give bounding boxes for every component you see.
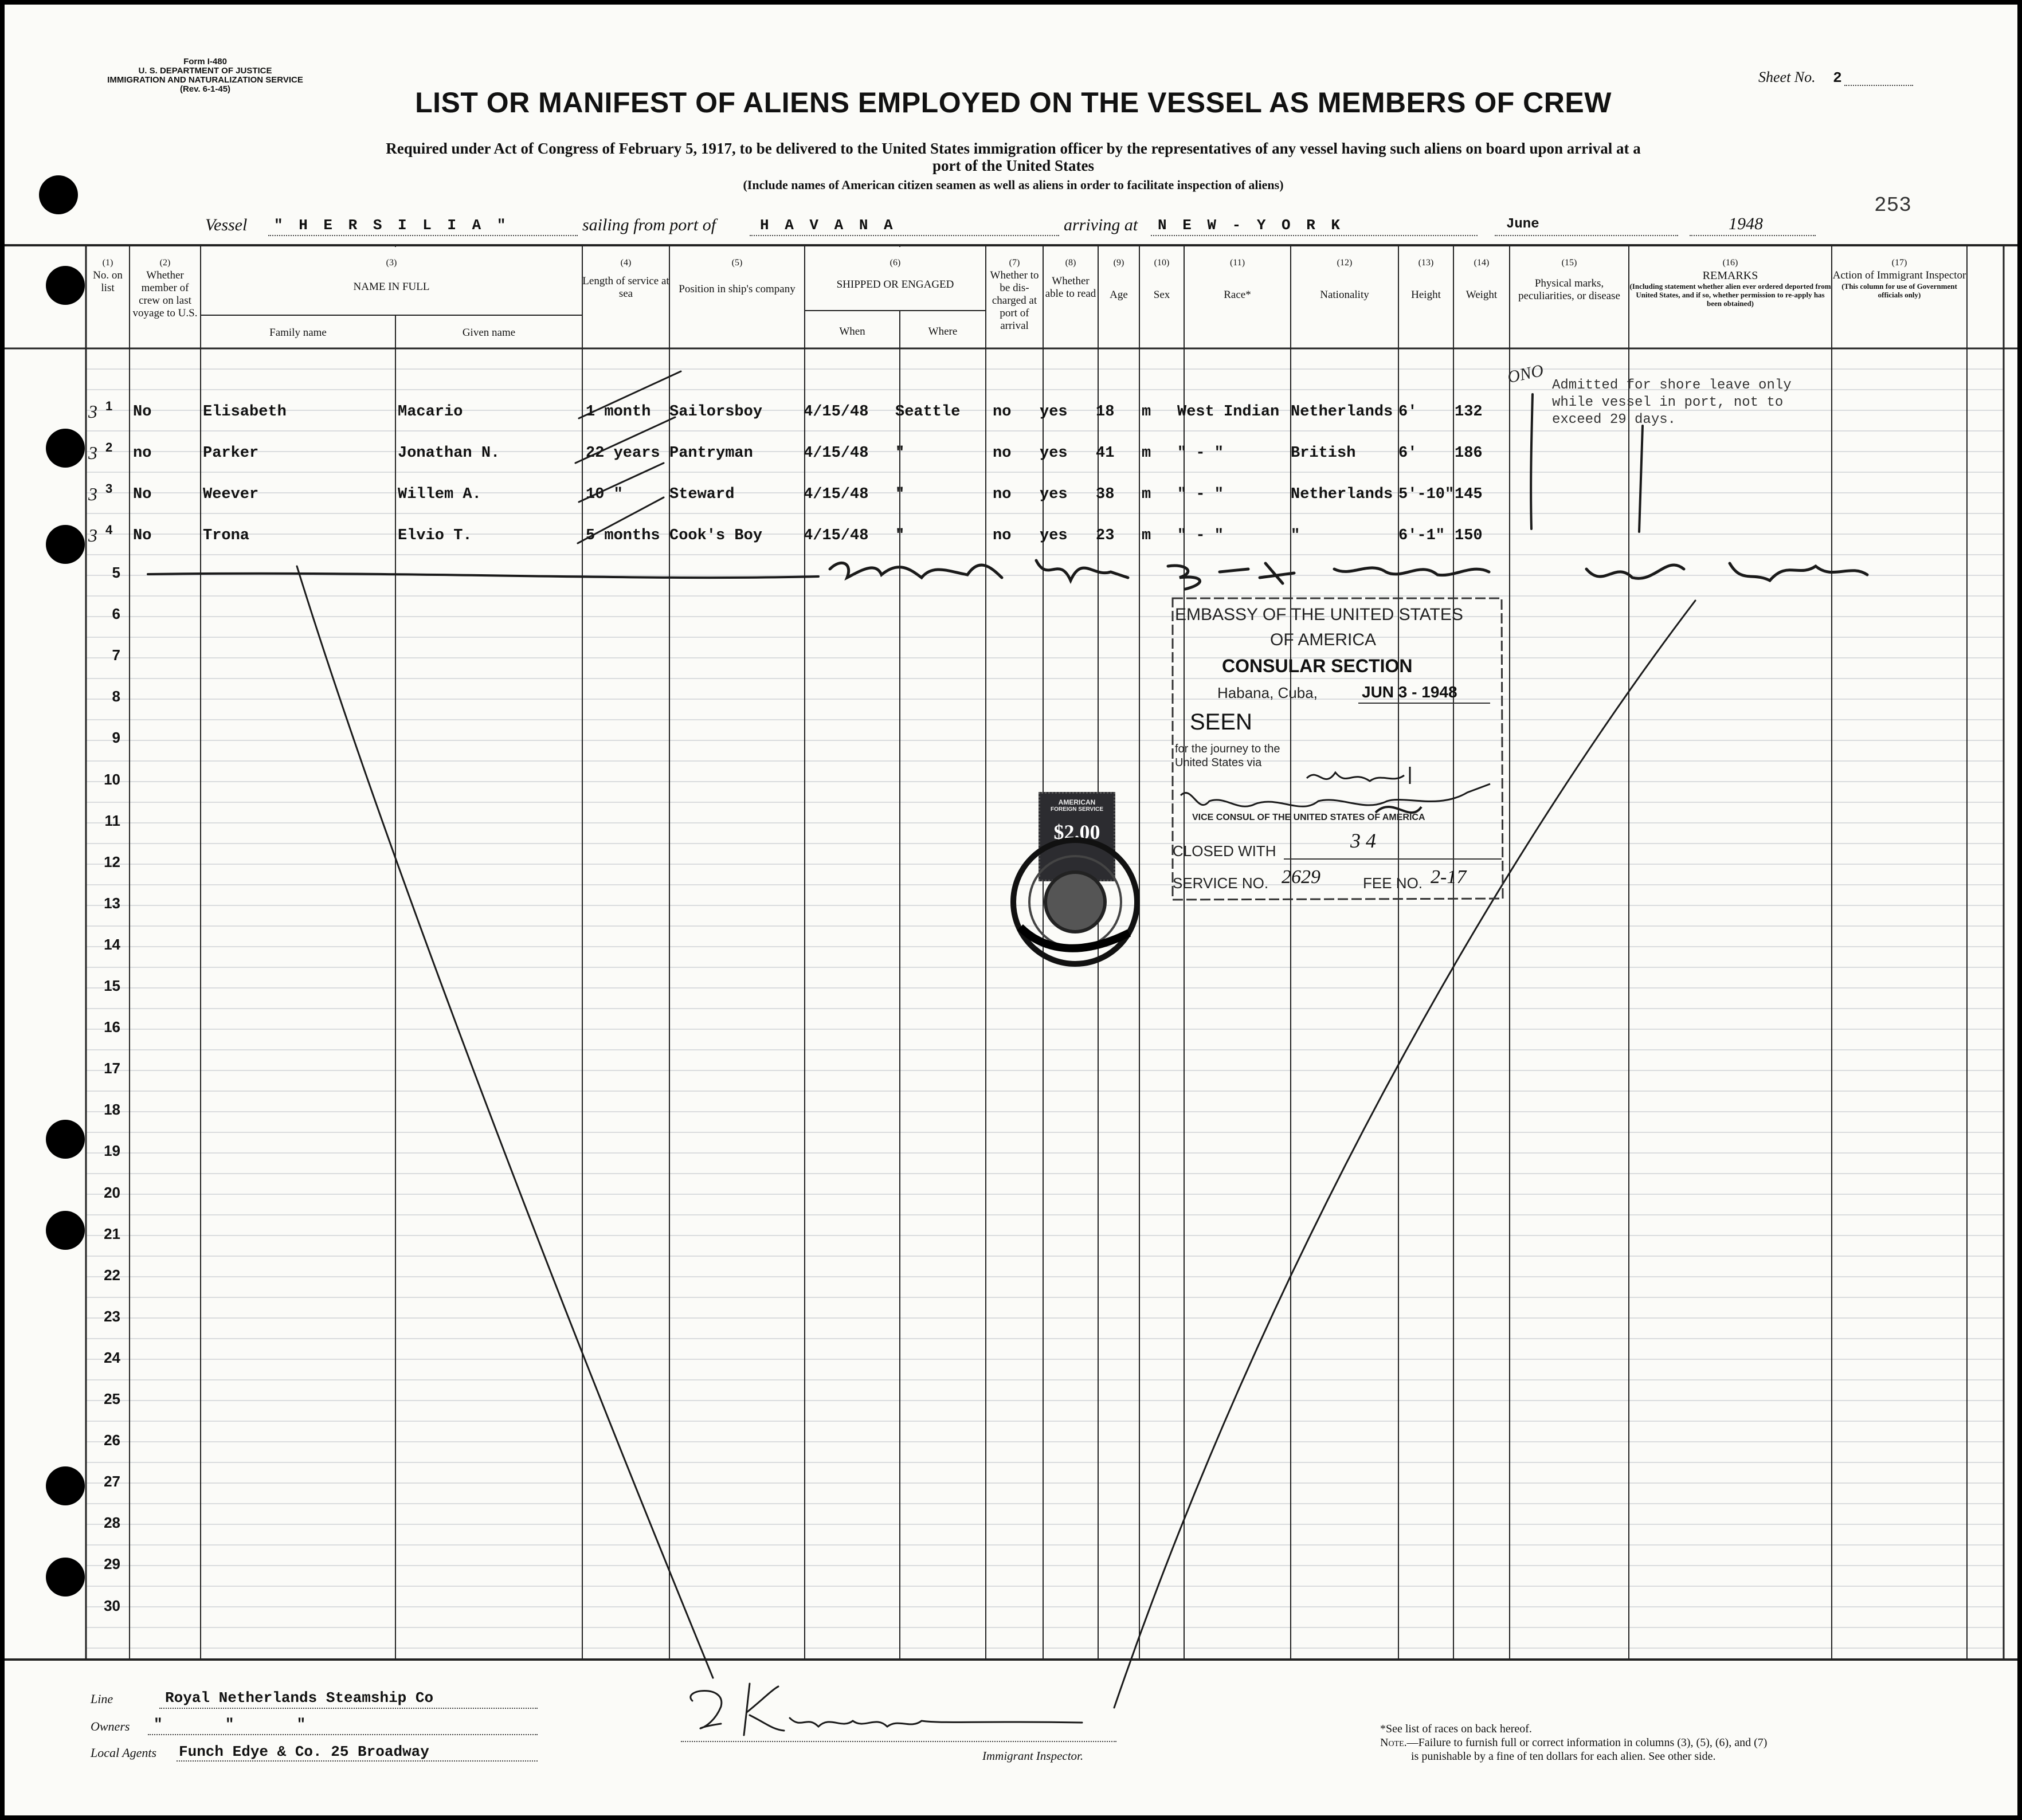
stamp-line-3: CONSULAR SECTION bbox=[1222, 656, 1413, 676]
cell-last-voyage: no bbox=[133, 445, 152, 462]
cell-position: Pantryman bbox=[669, 445, 753, 462]
revenue-stamp-line-2: FOREIGN SERVICE bbox=[1050, 806, 1104, 813]
cell-discharge: no bbox=[993, 486, 1012, 503]
cell-given: Jonathan N. bbox=[398, 445, 500, 462]
arriving-value: N E W - Y O R K bbox=[1158, 217, 1344, 234]
cell-race: West Indian bbox=[1177, 403, 1280, 421]
cell-height: 6' bbox=[1398, 445, 1417, 462]
remarks-line: exceed 29 days. bbox=[1552, 412, 1676, 427]
row-number: 27 bbox=[104, 1473, 120, 1490]
stamp-service-label: SERVICE NO. bbox=[1173, 874, 1269, 892]
cell-family: Elisabeth bbox=[203, 403, 287, 421]
page-title: LIST OR MANIFEST OF ALIENS EMPLOYED ON THE VESSEL AS MEMBERS OF CREW bbox=[415, 87, 1612, 119]
note-line-2: is punishable by a fine of ten dollars for each alien. See other side. bbox=[1411, 1750, 1716, 1763]
arrival-year: 1948 bbox=[1729, 214, 1763, 233]
row-number: 10 bbox=[104, 771, 120, 788]
footer-agents-label: Local Agents bbox=[91, 1746, 157, 1760]
cell-given: Elvio T. bbox=[398, 527, 472, 544]
cell-sex: m bbox=[1142, 527, 1151, 544]
col10-header: (10) Sex bbox=[1153, 258, 1170, 301]
include-note: (Include names of American citizen seamen as well as aliens in order to facilitate inspection of aliens) bbox=[743, 178, 1284, 192]
row-number: 17 bbox=[104, 1060, 120, 1077]
cell-read: yes bbox=[1040, 486, 1068, 503]
col6-where-header: Where bbox=[928, 325, 958, 338]
col11-header: (11) Race* bbox=[1224, 258, 1251, 301]
note-label: Note. bbox=[1380, 1736, 1407, 1749]
cell-last-voyage: No bbox=[133, 527, 152, 544]
cell-service: 5 months bbox=[586, 527, 660, 544]
cell-age: 23 bbox=[1096, 527, 1115, 544]
row-number: 7 bbox=[112, 646, 120, 664]
cell-family: Weever bbox=[203, 486, 259, 503]
cell-service: 10 " bbox=[586, 486, 623, 503]
cell-race: " - " bbox=[1177, 445, 1224, 462]
cell-nationality: Netherlands bbox=[1291, 403, 1393, 421]
row-number: 19 bbox=[104, 1142, 120, 1159]
form-number: Form I-480 bbox=[183, 57, 227, 66]
row-number: 16 bbox=[104, 1018, 120, 1035]
revenue-stamp-line-1: AMERICAN bbox=[1058, 798, 1096, 806]
stamp-fee-no: 2-17 bbox=[1431, 866, 1467, 888]
row-prefix: 3 bbox=[88, 401, 97, 422]
col17-header: (17) Action of Immigrant Inspector (This column for use of Government officials only) bbox=[1832, 258, 1966, 299]
cell-age: 18 bbox=[1096, 403, 1115, 421]
cell-race: " - " bbox=[1177, 486, 1224, 503]
col12-header: (12) Nationality bbox=[1320, 258, 1369, 301]
stamp-closed-value: 3 4 bbox=[1350, 829, 1376, 852]
col4-header: (4) Length of service at sea bbox=[582, 258, 669, 300]
cell-race: " - " bbox=[1177, 527, 1224, 544]
vessel-value: " H E R S I L I A " bbox=[274, 217, 510, 234]
stamp-journey-2: United States via bbox=[1175, 756, 1262, 769]
stamp-seen: SEEN bbox=[1190, 709, 1252, 735]
row-number: 15 bbox=[104, 977, 120, 994]
col9-header: (9) Age bbox=[1110, 258, 1128, 301]
col6-when-header: When bbox=[839, 325, 865, 338]
row-number: 4 bbox=[105, 523, 113, 537]
row-number: 13 bbox=[104, 895, 120, 912]
row-prefix: 3 bbox=[88, 442, 97, 463]
col5-header: (5) Position in ship's company bbox=[679, 258, 796, 295]
stamp-fee-label: FEE NO. bbox=[1363, 874, 1423, 892]
cell-weight: 132 bbox=[1455, 403, 1483, 421]
consular-stamp bbox=[1169, 595, 1505, 903]
arriving-label: arriving at bbox=[1064, 215, 1138, 234]
row-number: 30 bbox=[104, 1597, 120, 1614]
handwritten-ono: ONO bbox=[1506, 360, 1545, 387]
sheet-number: 2 bbox=[1833, 69, 1842, 87]
cell-where: " bbox=[895, 445, 905, 462]
row-number: 20 bbox=[104, 1184, 120, 1201]
col3-family-header: Family name bbox=[269, 327, 327, 339]
col13-header: (13) Height bbox=[1411, 258, 1441, 301]
manifest-sheet bbox=[5, 5, 2017, 1815]
cell-where: " bbox=[895, 486, 905, 503]
row-number: 2 bbox=[105, 440, 113, 454]
stamp-journey-1: for the journey to the bbox=[1175, 743, 1280, 755]
remarks-line: Admitted for shore leave only bbox=[1552, 378, 1792, 393]
penalty-note bbox=[1380, 1736, 1767, 1750]
revenue-stamp-value: $2.00 bbox=[1053, 821, 1100, 844]
cell-nationality: British bbox=[1291, 445, 1356, 462]
cell-when: 4/15/48 bbox=[804, 445, 869, 462]
cell-position: Cook's Boy bbox=[669, 527, 763, 544]
row-number: 14 bbox=[104, 936, 120, 953]
cell-sex: m bbox=[1142, 486, 1151, 503]
row-number: 5 bbox=[112, 564, 120, 581]
cell-family: Trona bbox=[203, 527, 250, 544]
cell-weight: 186 bbox=[1455, 445, 1483, 462]
cell-given: Macario bbox=[398, 403, 463, 421]
col16-header: (16) REMARKS (Including statement whether alien ever ordered deported from United States, and if so, whether permission to re-apply has been obtained) bbox=[1629, 258, 1831, 308]
col8-header: (8) Whether able to read bbox=[1045, 258, 1096, 300]
row-number: 6 bbox=[112, 605, 120, 622]
stamp-closed-label: CLOSED WITH bbox=[1173, 842, 1276, 860]
cell-service: 22 years bbox=[586, 445, 660, 462]
footer-agents-value: Funch Edye & Co. 25 Broadway bbox=[179, 1743, 429, 1760]
cell-discharge: no bbox=[993, 403, 1012, 421]
row-number: 23 bbox=[104, 1308, 120, 1325]
cell-where: " bbox=[895, 527, 905, 544]
arrival-month: June bbox=[1506, 217, 1539, 232]
cell-where: Seattle bbox=[895, 403, 961, 421]
row-number: 18 bbox=[104, 1101, 120, 1118]
sheet-label: Sheet No. bbox=[1758, 69, 1816, 85]
row-number: 21 bbox=[104, 1225, 120, 1242]
row-number: 3 bbox=[105, 481, 113, 496]
cell-nationality: Netherlands bbox=[1291, 486, 1393, 503]
row-number: 25 bbox=[104, 1390, 120, 1407]
col15-header: (15) Physical marks, peculiarities, or disease bbox=[1518, 258, 1620, 302]
inspector-label: Immigrant Inspector. bbox=[982, 1749, 1084, 1763]
cell-nationality: " bbox=[1291, 527, 1300, 544]
vessel-label: Vessel bbox=[205, 215, 248, 234]
cell-when: 4/15/48 bbox=[804, 403, 869, 421]
row-number: 28 bbox=[104, 1514, 120, 1531]
row-number: 12 bbox=[104, 853, 120, 870]
footer-owners-value: " " " bbox=[154, 1716, 306, 1733]
cell-weight: 150 bbox=[1455, 527, 1483, 544]
row-number: 22 bbox=[104, 1266, 120, 1284]
row-prefix: 3 bbox=[88, 484, 97, 504]
stamp-service-no: 2629 bbox=[1282, 866, 1320, 888]
cell-last-voyage: No bbox=[133, 403, 152, 421]
required-line-1: Required under Act of Congress of February 5, 1917, to be delivered to the United States immigration officer by the representatives of any vessel having such aliens on board upon arrival at a bbox=[386, 140, 1641, 157]
sailing-label: sailing from port of bbox=[582, 215, 716, 234]
col1-header: (1) No. on list bbox=[93, 258, 123, 294]
cell-given: Willem A. bbox=[398, 486, 481, 503]
cell-read: yes bbox=[1040, 403, 1068, 421]
row-prefix: 3 bbox=[88, 525, 97, 546]
remarks-line: while vessel in port, not to bbox=[1552, 395, 1784, 410]
col3-given-header: Given name bbox=[462, 327, 516, 339]
stamp-line-2: OF AMERICA bbox=[1270, 630, 1377, 649]
footer-line-label: Line bbox=[91, 1692, 113, 1706]
cell-when: 4/15/48 bbox=[804, 486, 869, 503]
footer-owners-label: Owners bbox=[91, 1719, 130, 1733]
cell-position: Steward bbox=[669, 486, 735, 503]
row-number: 29 bbox=[104, 1555, 120, 1572]
cell-age: 41 bbox=[1096, 445, 1115, 462]
cell-read: yes bbox=[1040, 445, 1068, 462]
note-line-1: —Failure to furnish full or correct information in columns (3), (5), (6), and (7) bbox=[1406, 1736, 1768, 1749]
footer-line-value: Royal Netherlands Steamship Co bbox=[165, 1689, 434, 1707]
cell-discharge: no bbox=[993, 445, 1012, 462]
stamp-signature bbox=[1169, 761, 1505, 836]
col7-header: (7) Whether to be dis-charged at port of arrival bbox=[990, 258, 1039, 332]
embossed-seal bbox=[1003, 830, 1151, 973]
cell-read: yes bbox=[1040, 527, 1068, 544]
row-number: 11 bbox=[104, 812, 120, 829]
cell-last-voyage: No bbox=[133, 486, 152, 503]
stamp-date: JUN 3 - 1948 bbox=[1362, 683, 1457, 701]
cell-family: Parker bbox=[203, 445, 259, 462]
cell-weight: 145 bbox=[1455, 486, 1483, 503]
cell-discharge: no bbox=[993, 527, 1012, 544]
cell-height: 6' bbox=[1398, 403, 1417, 421]
stamp-line-1: EMBASSY OF THE UNITED STATES bbox=[1175, 605, 1463, 624]
races-note: *See list of races on back hereof. bbox=[1380, 1723, 1532, 1735]
required-line-2: port of the United States bbox=[932, 157, 1094, 174]
sailing-value: H A V A N A bbox=[760, 217, 896, 234]
cell-age: 38 bbox=[1096, 486, 1115, 503]
service-name: IMMIGRATION AND NATURALIZATION SERVICE bbox=[107, 75, 303, 85]
row-number: 26 bbox=[104, 1431, 120, 1449]
cell-sex: m bbox=[1142, 445, 1151, 462]
col3-header: (3) NAME IN FULL bbox=[353, 258, 430, 293]
row-number: 8 bbox=[112, 688, 120, 705]
stamp-vice-consul: VICE CONSUL OF THE UNITED STATES OF AMERICA bbox=[1192, 813, 1425, 822]
cell-position: Sailorsboy bbox=[669, 403, 763, 421]
stamp-place: Habana, Cuba, bbox=[1217, 684, 1318, 701]
col6-header: (6) SHIPPED OR ENGAGED bbox=[836, 258, 954, 291]
page-number: 253 bbox=[1874, 194, 1911, 217]
cell-height: 6'-1" bbox=[1398, 527, 1445, 544]
cell-when: 4/15/48 bbox=[804, 527, 869, 544]
cell-service: 1 month bbox=[586, 403, 651, 421]
cell-height: 5'-10" bbox=[1398, 486, 1455, 503]
revision: (Rev. 6-1-45) bbox=[179, 84, 231, 94]
row-number: 1 bbox=[105, 399, 113, 413]
department: U. S. DEPARTMENT OF JUSTICE bbox=[138, 66, 272, 76]
cell-sex: m bbox=[1142, 403, 1151, 421]
col14-header: (14) Weight bbox=[1465, 258, 1498, 301]
col2-header: (2) Whether member of crew on last voyage to U.S. bbox=[132, 258, 198, 319]
row-number: 9 bbox=[112, 729, 120, 746]
fee-stamp bbox=[1003, 790, 1151, 973]
row-number: 24 bbox=[104, 1349, 120, 1366]
